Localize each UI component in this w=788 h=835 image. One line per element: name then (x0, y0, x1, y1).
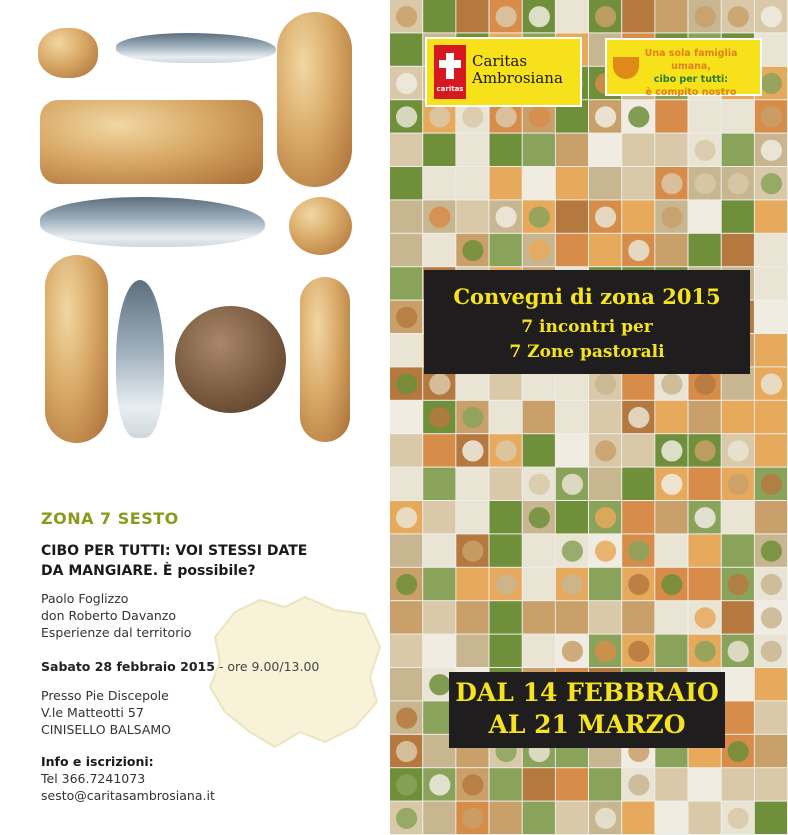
collage-tile-detail (695, 374, 716, 395)
collage-tile (622, 0, 654, 32)
bread-stick-image (300, 277, 350, 442)
collage-tile-detail (462, 808, 483, 829)
collage-tile-detail (628, 407, 649, 428)
collage-tile (556, 167, 588, 199)
collage-tile (390, 167, 422, 199)
collage-tile-detail (595, 106, 616, 127)
collage-tile-detail (661, 574, 682, 595)
collage-tile-detail (429, 774, 450, 795)
collage-tile (390, 668, 422, 700)
collage-tile-detail (761, 173, 782, 194)
fish-image (116, 33, 276, 63)
collage-tile-detail (496, 574, 517, 595)
venue-line-2: V.le Matteotti 57 (41, 705, 144, 720)
collage-tile-detail (429, 674, 450, 695)
campaign-badge (607, 40, 760, 98)
collage-tile-detail (728, 440, 749, 461)
collage-tile (689, 401, 721, 433)
caritas-logo (427, 39, 580, 105)
collage-tile-detail (529, 507, 550, 528)
collage-tile (622, 468, 654, 500)
collage-tile-detail (728, 173, 749, 194)
bread-loaf-image (40, 100, 263, 184)
headline-line-1: CIBO PER TUTTI: VOI STESSI DATE (41, 543, 308, 559)
collage-tile-detail (529, 474, 550, 495)
collage-tile (423, 568, 455, 600)
collage-tile (755, 501, 787, 533)
collage-tile-detail (761, 641, 782, 662)
collage-tile (556, 401, 588, 433)
event-time: - ore 9.00/13.00 (214, 659, 320, 674)
collage-tile (689, 768, 721, 800)
collage-tile-detail (462, 106, 483, 127)
collage-tile (423, 234, 455, 266)
caritas-mark-label: caritas (436, 85, 464, 93)
collage-tile-detail (728, 808, 749, 829)
collage-tile-detail (761, 6, 782, 27)
collage-tile (490, 167, 522, 199)
collage-tile-detail (661, 474, 682, 495)
collage-tile (423, 534, 455, 566)
collage-tile-detail (562, 474, 583, 495)
round-bread-image (175, 306, 286, 413)
collage-tile-detail (728, 6, 749, 27)
collage-tile-detail (595, 507, 616, 528)
collage-tile (523, 167, 555, 199)
collage-tile (722, 401, 754, 433)
collage-tile-detail (695, 140, 716, 161)
collage-tile-detail (595, 6, 616, 27)
collage-tile (622, 167, 654, 199)
left-panel (0, 0, 390, 835)
collage-tile-detail (628, 607, 649, 628)
collage-tile (655, 534, 687, 566)
collage-tile (490, 635, 522, 667)
collage-tile (556, 234, 588, 266)
caritas-name (472, 53, 563, 87)
collage-tile (689, 802, 721, 834)
collage-tile (456, 0, 488, 32)
collage-tile (423, 501, 455, 533)
collage-tile (755, 334, 787, 366)
collage-tile (556, 200, 588, 232)
collage-tile-detail (396, 307, 417, 328)
collage-tile (655, 134, 687, 166)
collage-tile-detail (529, 6, 550, 27)
cracker-image (289, 197, 352, 255)
speaker-1: Paolo Foglizzo (41, 591, 129, 606)
collage-tile (556, 802, 588, 834)
collage-tile (755, 434, 787, 466)
collage-tile (490, 134, 522, 166)
headline-line-2: DA MANGIARE. È possibile? (41, 563, 256, 579)
collage-tile-detail (429, 374, 450, 395)
collage-tile-detail (628, 541, 649, 562)
bread-stick-image (45, 255, 108, 443)
collage-tile (523, 401, 555, 433)
collage-tile-detail (496, 106, 517, 127)
collage-tile (390, 200, 422, 232)
collage-tile (655, 401, 687, 433)
collage-tile (755, 668, 787, 700)
collage-tile (755, 802, 787, 834)
collage-tile (456, 200, 488, 232)
collage-tile (390, 534, 422, 566)
collage-tile-detail (396, 574, 417, 595)
collage-tile (490, 802, 522, 834)
collage-tile (390, 401, 422, 433)
collage-tile-detail (761, 140, 782, 161)
collage-tile-detail (429, 207, 450, 228)
collage-tile (523, 601, 555, 633)
campaign-line-1: Una sola famiglia umana, (644, 48, 738, 72)
collage-tile-detail (728, 574, 749, 595)
info-block (41, 753, 215, 804)
caritas-mark (434, 45, 466, 99)
collage-tile (689, 234, 721, 266)
collage-tile (556, 134, 588, 166)
collage-tile (655, 234, 687, 266)
collage-tile-detail (529, 240, 550, 261)
collage-tile-detail (761, 607, 782, 628)
collage-tile-detail (761, 73, 782, 94)
collage-tile-detail (396, 374, 417, 395)
collage-tile (755, 768, 787, 800)
collage-tile (456, 167, 488, 199)
collage-tile (423, 468, 455, 500)
collage-tile (490, 768, 522, 800)
collage-tile-detail (529, 106, 550, 127)
collage-tile-detail (595, 440, 616, 461)
collage-tile-detail (595, 641, 616, 662)
collage-tile (722, 200, 754, 232)
collage-tile (622, 200, 654, 232)
collage-tile-detail (396, 808, 417, 829)
fish-image (116, 280, 164, 438)
collage-tile-detail (661, 641, 682, 662)
speaker-3: Esperienze dal territorio (41, 625, 192, 640)
collage-tile (456, 468, 488, 500)
collage-tile (390, 601, 422, 633)
collage-tile-detail (595, 808, 616, 829)
collage-tile-detail (529, 374, 550, 395)
caritas-name-line-1: Caritas (472, 52, 528, 70)
collage-tile-detail (396, 106, 417, 127)
collage-tile (589, 401, 621, 433)
campaign-line-2: cibo per tutti: (653, 74, 729, 85)
collage-tile-detail (562, 541, 583, 562)
info-email: sesto@caritasambrosiana.it (41, 788, 215, 803)
collage-tile (390, 234, 422, 266)
collage-tile (423, 635, 455, 667)
collage-tile (722, 668, 754, 700)
collage-tile-detail (761, 541, 782, 562)
collage-tile (755, 200, 787, 232)
collage-tile-detail (761, 574, 782, 595)
event-date-label: Sabato 28 febbraio 2015 (41, 659, 215, 674)
collage-tile (755, 401, 787, 433)
collage-tile-detail (661, 440, 682, 461)
collage-tile (423, 0, 455, 32)
collage-tile-detail (695, 607, 716, 628)
zone-title: ZONA 7 SESTO (41, 509, 179, 528)
venue-address (41, 687, 171, 738)
collage-tile (456, 568, 488, 600)
collage-tile-detail (761, 106, 782, 127)
collage-tile (755, 267, 787, 299)
collage-tile-detail (462, 541, 483, 562)
collage-tile-detail (761, 474, 782, 495)
collage-tile (589, 234, 621, 266)
collage-tile-detail (695, 440, 716, 461)
collage-tile-detail (496, 440, 517, 461)
collage-tile-detail (728, 474, 749, 495)
collage-tile (755, 301, 787, 333)
fish-image (40, 197, 265, 247)
info-phone: Tel 366.7241073 (41, 771, 146, 786)
collage-tile-detail (396, 507, 417, 528)
event-headline (41, 541, 351, 581)
collage-tile-detail (562, 641, 583, 662)
collage-tile (490, 534, 522, 566)
collage-tile-detail (628, 106, 649, 127)
collage-tile (755, 701, 787, 733)
collage-tile-detail (695, 6, 716, 27)
collage-tile (390, 334, 422, 366)
bread-roll-image (38, 28, 98, 78)
collage-tile (390, 468, 422, 500)
collage-tile (655, 501, 687, 533)
collage-tile (390, 134, 422, 166)
collage-tile-detail (396, 774, 417, 795)
collage-tile (390, 33, 422, 65)
collage-tile-detail (396, 73, 417, 94)
caritas-name-line-2: Ambrosiana (472, 69, 563, 87)
collage-tile (689, 534, 721, 566)
date-range-box (449, 672, 725, 748)
collage-tile (456, 635, 488, 667)
collage-tile-detail (628, 774, 649, 795)
collage-tile-detail (595, 474, 616, 495)
collage-tile (722, 134, 754, 166)
collage-tile-detail (496, 6, 517, 27)
collage-tile (655, 601, 687, 633)
collage-tile-detail (628, 240, 649, 261)
venue-line-3: CINISELLO BALSAMO (41, 722, 172, 737)
collage-tile (523, 568, 555, 600)
collage-tile-detail (695, 574, 716, 595)
convegni-box (424, 270, 750, 374)
collage-tile (523, 134, 555, 166)
collage-tile (523, 635, 555, 667)
collage-tile (622, 802, 654, 834)
collage-tile (456, 601, 488, 633)
cross-icon (439, 60, 461, 68)
collage-tile (523, 768, 555, 800)
collage-tile (722, 701, 754, 733)
convegni-title: Convegni di zona 2015 (453, 284, 721, 309)
collage-tile (622, 134, 654, 166)
date-range-line-2: AL 21 MARZO (488, 710, 686, 739)
collage-tile-detail (728, 641, 749, 662)
collage-tile-detail (462, 774, 483, 795)
collage-tile-detail (529, 207, 550, 228)
collage-tile (490, 234, 522, 266)
collage-tile (589, 134, 621, 166)
collage-tile (456, 134, 488, 166)
collage-tile-detail (695, 507, 716, 528)
collage-tile (423, 134, 455, 166)
speakers-list (41, 590, 191, 641)
collage-tile (589, 601, 621, 633)
info-heading: Info e iscrizioni: (41, 754, 154, 769)
collage-tile-detail (661, 774, 682, 795)
collage-tile (589, 568, 621, 600)
collage-tile (556, 0, 588, 32)
collage-tile (523, 802, 555, 834)
collage-tile-detail (661, 207, 682, 228)
collage-tile-detail (396, 708, 417, 729)
collage-tile (423, 802, 455, 834)
collage-tile-detail (462, 407, 483, 428)
collage-tile (689, 468, 721, 500)
collage-tile (423, 434, 455, 466)
collage-tile (490, 468, 522, 500)
collage-tile-detail (761, 374, 782, 395)
collage-tile-detail (595, 207, 616, 228)
collage-tile (755, 735, 787, 767)
collage-tile (556, 768, 588, 800)
collage-tile (689, 100, 721, 132)
collage-tile (722, 768, 754, 800)
collage-tile (622, 434, 654, 466)
collage-tile (722, 501, 754, 533)
collage-tile-detail (429, 173, 450, 194)
campaign-line-3: è compito nostro (645, 87, 737, 98)
collage-tile (390, 635, 422, 667)
collage-tile-detail (429, 407, 450, 428)
collage-tile (589, 768, 621, 800)
collage-tile-detail (562, 574, 583, 595)
collage-tile (390, 267, 422, 299)
collage-tile-detail (595, 541, 616, 562)
collage-tile-detail (462, 440, 483, 461)
collage-tile-detail (661, 173, 682, 194)
collage-tile-detail (628, 641, 649, 662)
collage-tile-detail (562, 507, 583, 528)
event-date (41, 659, 319, 674)
collage-tile-detail (728, 741, 749, 762)
collage-tile (523, 534, 555, 566)
collage-tile (423, 601, 455, 633)
collage-tile (655, 802, 687, 834)
collage-tile (755, 234, 787, 266)
collage-tile-detail (462, 240, 483, 261)
collage-tile-detail (695, 641, 716, 662)
collage-tile-detail (529, 440, 550, 461)
collage-tile (456, 501, 488, 533)
collage-tile-detail (728, 541, 749, 562)
collage-tile (556, 434, 588, 466)
collage-tile-detail (695, 173, 716, 194)
collage-tile (589, 167, 621, 199)
venue-line-1: Presso Pie Discepole (41, 688, 169, 703)
speaker-2: don Roberto Davanzo (41, 608, 177, 623)
collage-tile-detail (429, 106, 450, 127)
collage-tile (490, 501, 522, 533)
collage-tile-detail (396, 741, 417, 762)
collage-tile-detail (396, 6, 417, 27)
collage-tile (655, 0, 687, 32)
collage-tile (622, 501, 654, 533)
collage-tile-detail (661, 374, 682, 395)
baguette-image (277, 12, 352, 187)
collage-tile (490, 601, 522, 633)
collage-tile-detail (595, 374, 616, 395)
collage-tile (390, 434, 422, 466)
convegni-subtitle-1: 7 incontri per (521, 317, 653, 337)
collage-tile-detail (628, 574, 649, 595)
collage-tile (490, 401, 522, 433)
collage-tile (689, 200, 721, 232)
date-range-line-1: DAL 14 FEBBRAIO (455, 678, 719, 707)
collage-tile (556, 100, 588, 132)
campaign-slogan (627, 47, 755, 99)
collage-tile-detail (496, 207, 517, 228)
collage-tile (556, 601, 588, 633)
collage-tile (722, 601, 754, 633)
convegni-subtitle-2: 7 Zone pastorali (509, 342, 665, 362)
collage-tile (722, 100, 754, 132)
collage-tile (655, 100, 687, 132)
collage-tile (722, 234, 754, 266)
